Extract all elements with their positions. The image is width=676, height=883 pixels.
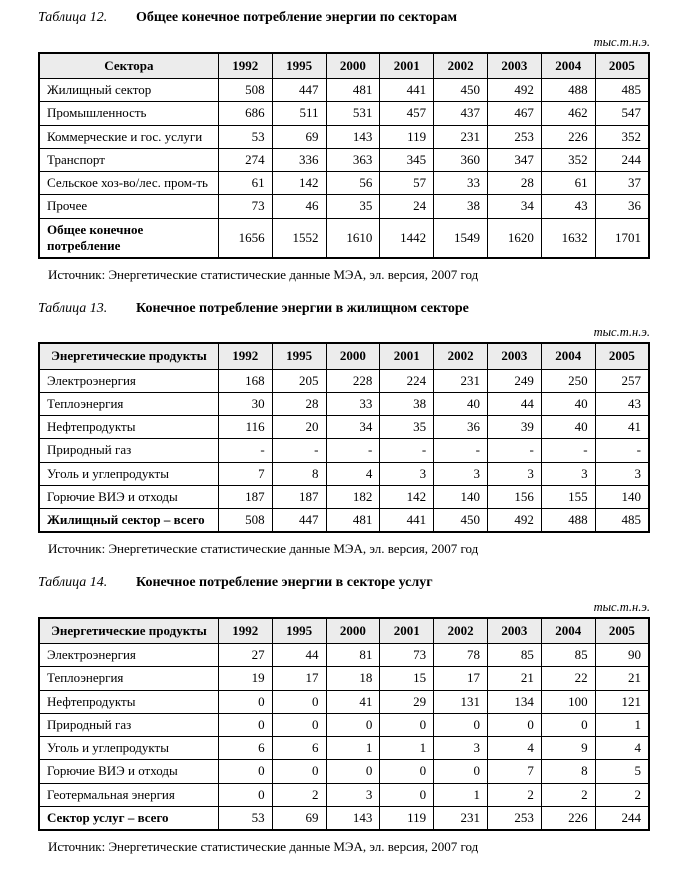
year-column-header: 2003	[487, 618, 541, 644]
cell-value: 2	[595, 783, 649, 806]
cell-value: 35	[380, 416, 434, 439]
cell-value: 0	[541, 713, 595, 736]
cell-value: 90	[595, 644, 649, 667]
cell-value: 53	[218, 125, 272, 148]
cell-value: 9	[541, 737, 595, 760]
cell-value: 0	[326, 713, 380, 736]
cell-value: 182	[326, 485, 380, 508]
cell-value: 69	[272, 806, 326, 830]
row-label: Электроэнергия	[39, 369, 218, 392]
cell-value: 53	[218, 806, 272, 830]
cell-value: 481	[326, 79, 380, 102]
year-column-header: 2005	[595, 53, 649, 79]
table-row	[39, 369, 649, 392]
cell-value: 492	[487, 79, 541, 102]
cell-value: 686	[218, 102, 272, 125]
cell-value: 85	[487, 644, 541, 667]
table-row	[39, 392, 649, 415]
row-label: Жилищный сектор	[39, 79, 218, 102]
year-column-header: 2001	[380, 343, 434, 369]
year-column-header: 2002	[434, 343, 488, 369]
cell-value: -	[434, 439, 488, 462]
cell-value: 0	[434, 760, 488, 783]
cell-value: 33	[326, 392, 380, 415]
cell-value: 0	[272, 690, 326, 713]
first-column-header: Энергетические продукты	[39, 343, 218, 369]
table-title: Конечное потребление энергии в секторе услуг	[136, 575, 433, 591]
cell-value: 360	[434, 148, 488, 171]
cell-value: 231	[434, 806, 488, 830]
row-label: Нефтепродукты	[39, 690, 218, 713]
cell-value: 0	[487, 713, 541, 736]
cell-value: 140	[434, 485, 488, 508]
cell-value: 450	[434, 509, 488, 533]
cell-value: 1549	[434, 218, 488, 258]
table-row	[39, 783, 649, 806]
cell-value: 485	[595, 79, 649, 102]
cell-value: -	[272, 439, 326, 462]
cell-value: 156	[487, 485, 541, 508]
table-caption	[38, 10, 650, 27]
cell-value: 119	[380, 125, 434, 148]
source-note: Источник: Энергетические статистические данные МЭА, эл. версия, 2007 год	[48, 541, 479, 557]
year-column-header: 1995	[272, 618, 326, 644]
table-number: Таблица 13.	[38, 300, 108, 316]
table-section	[38, 575, 650, 855]
table-caption	[38, 301, 650, 318]
header-row	[39, 343, 649, 369]
cell-value: 34	[326, 416, 380, 439]
cell-value: 345	[380, 148, 434, 171]
cell-value: 231	[434, 369, 488, 392]
cell-value: 4	[595, 737, 649, 760]
cell-value: 336	[272, 148, 326, 171]
cell-value: -	[541, 439, 595, 462]
table-row	[39, 148, 649, 171]
row-label: Геотермальная энергия	[39, 783, 218, 806]
cell-value: 140	[595, 485, 649, 508]
table-row	[39, 218, 649, 258]
cell-value: 155	[541, 485, 595, 508]
table-row	[39, 806, 649, 830]
cell-value: 1	[595, 713, 649, 736]
year-column-header: 2002	[434, 618, 488, 644]
cell-value: 3	[326, 783, 380, 806]
cell-value: 17	[272, 667, 326, 690]
table-row	[39, 439, 649, 462]
table-number: Таблица 14.	[38, 575, 108, 591]
table-row	[39, 79, 649, 102]
table-section	[38, 301, 650, 557]
row-label: Уголь и углепродукты	[39, 462, 218, 485]
cell-value: 41	[326, 690, 380, 713]
cell-value: 0	[380, 713, 434, 736]
cell-value: 1610	[326, 218, 380, 258]
cell-value: 28	[272, 392, 326, 415]
year-column-header: 2000	[326, 343, 380, 369]
row-label: Теплоэнергия	[39, 667, 218, 690]
cell-value: 1552	[272, 218, 326, 258]
year-column-header: 2001	[380, 618, 434, 644]
cell-value: 187	[272, 485, 326, 508]
year-column-header: 2003	[487, 53, 541, 79]
cell-value: 0	[272, 713, 326, 736]
row-label: Электроэнергия	[39, 644, 218, 667]
year-column-header: 2003	[487, 343, 541, 369]
cell-value: 447	[272, 509, 326, 533]
cell-value: 508	[218, 509, 272, 533]
cell-value: 3	[380, 462, 434, 485]
cell-value: 2	[272, 783, 326, 806]
table-number: Таблица 12.	[38, 10, 108, 25]
table-row	[39, 667, 649, 690]
source-note: Источник: Энергетические статистические данные МЭА, эл. версия, 2007 год	[48, 267, 479, 283]
table-row	[39, 102, 649, 125]
table-row	[39, 416, 649, 439]
cell-value: 441	[380, 509, 434, 533]
cell-value: 437	[434, 102, 488, 125]
cell-value: 7	[218, 462, 272, 485]
table-title: Конечное потребление энергии в жилищном секторе	[136, 300, 469, 316]
table-row	[39, 125, 649, 148]
cell-value: 226	[541, 806, 595, 830]
year-column-header: 2000	[326, 618, 380, 644]
cell-value: 462	[541, 102, 595, 125]
cell-value: 0	[326, 760, 380, 783]
cell-value: 43	[541, 195, 595, 218]
cell-value: 168	[218, 369, 272, 392]
unit-label: тыс.т.н.э.	[593, 325, 650, 340]
cell-value: 5	[595, 760, 649, 783]
cell-value: 142	[380, 485, 434, 508]
cell-value: 0	[218, 760, 272, 783]
row-label: Жилищный сектор – всего	[39, 509, 218, 533]
cell-value: 131	[434, 690, 488, 713]
cell-value: 457	[380, 102, 434, 125]
year-column-header: 1992	[218, 343, 272, 369]
cell-value: 43	[595, 392, 649, 415]
cell-value: 119	[380, 806, 434, 830]
cell-value: 511	[272, 102, 326, 125]
cell-value: 3	[541, 462, 595, 485]
cell-value: 73	[218, 195, 272, 218]
cell-value: 4	[326, 462, 380, 485]
cell-value: 21	[595, 667, 649, 690]
cell-value: 38	[380, 392, 434, 415]
unit-label: тыс.т.н.э.	[593, 34, 650, 49]
table-row	[39, 713, 649, 736]
row-label: Уголь и углепродукты	[39, 737, 218, 760]
cell-value: 2	[541, 783, 595, 806]
header-row	[39, 618, 649, 644]
row-label: Прочее	[39, 195, 218, 218]
cell-value: 19	[218, 667, 272, 690]
cell-value: 450	[434, 79, 488, 102]
cell-value: 33	[434, 172, 488, 195]
cell-value: 467	[487, 102, 541, 125]
cell-value: 46	[272, 195, 326, 218]
year-column-header: 2004	[541, 53, 595, 79]
year-column-header: 2002	[434, 53, 488, 79]
cell-value: -	[218, 439, 272, 462]
first-column-header: Сектора	[39, 53, 218, 79]
cell-value: 20	[272, 416, 326, 439]
cell-value: 226	[541, 125, 595, 148]
cell-value: 257	[595, 369, 649, 392]
unit-label: тыс.т.н.э.	[593, 599, 650, 614]
row-label: Коммерческие и гос. услуги	[39, 125, 218, 148]
cell-value: 1	[380, 737, 434, 760]
cell-value: 1620	[487, 218, 541, 258]
cell-value: 4	[487, 737, 541, 760]
cell-value: 100	[541, 690, 595, 713]
row-label: Сельское хоз-во/лес. пром-ть	[39, 172, 218, 195]
table-row	[39, 172, 649, 195]
cell-value: 0	[380, 783, 434, 806]
cell-value: 142	[272, 172, 326, 195]
cell-value: 37	[595, 172, 649, 195]
year-column-header: 2000	[326, 53, 380, 79]
cell-value: 28	[487, 172, 541, 195]
year-column-header: 2005	[595, 618, 649, 644]
cell-value: 36	[595, 195, 649, 218]
cell-value: 352	[541, 148, 595, 171]
cell-value: 244	[595, 806, 649, 830]
cell-value: 34	[487, 195, 541, 218]
year-column-header: 2001	[380, 53, 434, 79]
table-row	[39, 690, 649, 713]
year-column-header: 2005	[595, 343, 649, 369]
row-label: Горючие ВИЭ и отходы	[39, 485, 218, 508]
row-label: Нефтепродукты	[39, 416, 218, 439]
cell-value: 0	[218, 783, 272, 806]
cell-value: 61	[218, 172, 272, 195]
cell-value: 41	[595, 416, 649, 439]
cell-value: 274	[218, 148, 272, 171]
table-caption	[38, 575, 650, 592]
cell-value: 61	[541, 172, 595, 195]
cell-value: 531	[326, 102, 380, 125]
cell-value: 3	[595, 462, 649, 485]
data-table	[38, 52, 650, 259]
cell-value: 27	[218, 644, 272, 667]
cell-value: 441	[380, 79, 434, 102]
cell-value: 7	[487, 760, 541, 783]
first-column-header: Энергетические продукты	[39, 618, 218, 644]
cell-value: 21	[487, 667, 541, 690]
row-label: Природный газ	[39, 713, 218, 736]
cell-value: 488	[541, 509, 595, 533]
cell-value: 22	[541, 667, 595, 690]
cell-value: 134	[487, 690, 541, 713]
row-label: Горючие ВИЭ и отходы	[39, 760, 218, 783]
row-label: Транспорт	[39, 148, 218, 171]
cell-value: 6	[272, 737, 326, 760]
cell-value: 485	[595, 509, 649, 533]
cell-value: -	[326, 439, 380, 462]
cell-value: -	[380, 439, 434, 462]
cell-value: 81	[326, 644, 380, 667]
header-row	[39, 53, 649, 79]
source-note: Источник: Энергетические статистические данные МЭА, эл. версия, 2007 год	[48, 839, 479, 855]
cell-value: 0	[380, 760, 434, 783]
table-section	[38, 10, 650, 283]
cell-value: 3	[487, 462, 541, 485]
cell-value: 224	[380, 369, 434, 392]
cell-value: 352	[595, 125, 649, 148]
cell-value: 0	[272, 760, 326, 783]
cell-value: 143	[326, 125, 380, 148]
cell-value: 8	[541, 760, 595, 783]
cell-value: 56	[326, 172, 380, 195]
cell-value: 24	[380, 195, 434, 218]
cell-value: 249	[487, 369, 541, 392]
cell-value: 481	[326, 509, 380, 533]
table-row	[39, 737, 649, 760]
cell-value: 228	[326, 369, 380, 392]
cell-value: 3	[434, 462, 488, 485]
cell-value: 1632	[541, 218, 595, 258]
cell-value: 508	[218, 79, 272, 102]
table-row	[39, 195, 649, 218]
row-label: Общее конечное потребление	[39, 218, 218, 258]
cell-value: 2	[487, 783, 541, 806]
cell-value: 38	[434, 195, 488, 218]
year-column-header: 2004	[541, 618, 595, 644]
table-row	[39, 760, 649, 783]
cell-value: 0	[434, 713, 488, 736]
cell-value: 547	[595, 102, 649, 125]
row-label: Природный газ	[39, 439, 218, 462]
cell-value: 250	[541, 369, 595, 392]
cell-value: 15	[380, 667, 434, 690]
cell-value: 253	[487, 125, 541, 148]
row-label: Сектор услуг – всего	[39, 806, 218, 830]
cell-value: 30	[218, 392, 272, 415]
cell-value: 488	[541, 79, 595, 102]
cell-value: 492	[487, 509, 541, 533]
cell-value: 44	[272, 644, 326, 667]
cell-value: 57	[380, 172, 434, 195]
cell-value: 205	[272, 369, 326, 392]
cell-value: 1701	[595, 218, 649, 258]
cell-value: 116	[218, 416, 272, 439]
year-column-header: 1995	[272, 53, 326, 79]
cell-value: 363	[326, 148, 380, 171]
cell-value: 6	[218, 737, 272, 760]
cell-value: 40	[434, 392, 488, 415]
cell-value: 8	[272, 462, 326, 485]
cell-value: 1	[434, 783, 488, 806]
year-column-header: 1992	[218, 53, 272, 79]
cell-value: 1442	[380, 218, 434, 258]
cell-value: 347	[487, 148, 541, 171]
cell-value: 121	[595, 690, 649, 713]
cell-value: 0	[218, 713, 272, 736]
cell-value: 78	[434, 644, 488, 667]
cell-value: 0	[218, 690, 272, 713]
row-label: Теплоэнергия	[39, 392, 218, 415]
cell-value: 187	[218, 485, 272, 508]
cell-value: 143	[326, 806, 380, 830]
cell-value: 1	[326, 737, 380, 760]
cell-value: 3	[434, 737, 488, 760]
cell-value: 36	[434, 416, 488, 439]
cell-value: 17	[434, 667, 488, 690]
cell-value: -	[487, 439, 541, 462]
cell-value: 447	[272, 79, 326, 102]
data-table	[38, 342, 650, 533]
table-row	[39, 462, 649, 485]
cell-value: 40	[541, 392, 595, 415]
data-table	[38, 617, 650, 831]
row-label: Промышленность	[39, 102, 218, 125]
cell-value: 231	[434, 125, 488, 148]
cell-value: 73	[380, 644, 434, 667]
cell-value: 1656	[218, 218, 272, 258]
cell-value: 44	[487, 392, 541, 415]
cell-value: 18	[326, 667, 380, 690]
year-column-header: 1992	[218, 618, 272, 644]
table-row	[39, 644, 649, 667]
table-row	[39, 485, 649, 508]
cell-value: 85	[541, 644, 595, 667]
cell-value: 69	[272, 125, 326, 148]
year-column-header: 2004	[541, 343, 595, 369]
cell-value: 253	[487, 806, 541, 830]
year-column-header: 1995	[272, 343, 326, 369]
cell-value: 29	[380, 690, 434, 713]
cell-value: 35	[326, 195, 380, 218]
cell-value: 40	[541, 416, 595, 439]
cell-value: 244	[595, 148, 649, 171]
table-title: Общее конечное потребление энергии по секторам	[136, 10, 457, 25]
cell-value: 39	[487, 416, 541, 439]
cell-value: -	[595, 439, 649, 462]
table-row	[39, 509, 649, 533]
